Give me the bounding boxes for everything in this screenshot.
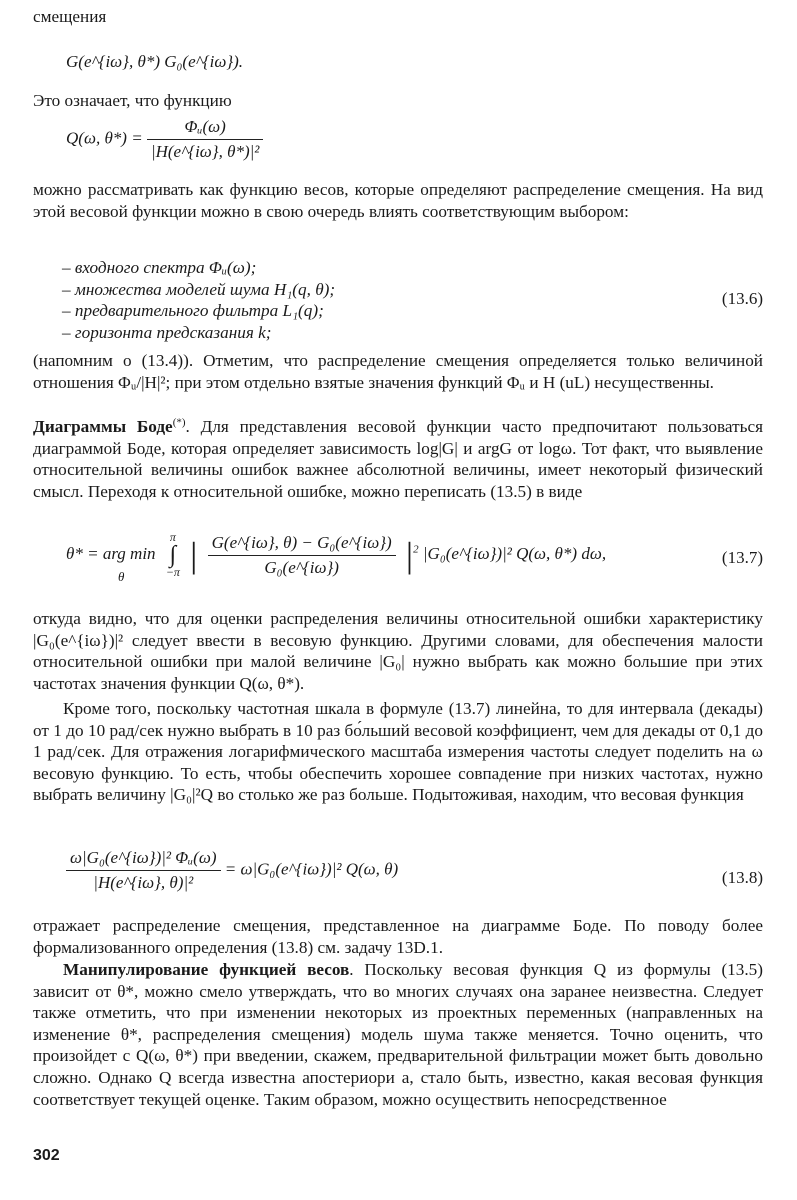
paragraph-bode <box>33 416 763 502</box>
equation-number-13-6: (13.6) <box>721 289 763 308</box>
eq-137-lhs: θ* = arg min <box>66 543 156 563</box>
paragraph-weights: можно рассматривать как функцию весов, которые определяют распределение смещения. На вид этой весовой функции можно в свою очередь влиять соответствующим выбором: <box>33 180 763 221</box>
eq-138-denominator: |H(e^{iω}, θ)|² <box>93 873 194 892</box>
eq-137-denominator: G₀(e^{iω}) <box>264 557 339 577</box>
eq-q-fraction <box>147 117 263 162</box>
page-number: 302 <box>33 1147 60 1164</box>
eq-137-numerator: G(e^{iω}, θ) − G₀(e^{iω}) <box>208 533 396 556</box>
heading-bode: Диаграммы Боде <box>33 417 173 436</box>
integral-sign: π ∫ −π <box>165 530 180 579</box>
argmin-subscript: θ <box>118 569 125 584</box>
eq-138-numerator: ω|G₀(e^{iω})|² Φᵤ(ω) <box>66 848 221 871</box>
eq-137-fraction <box>208 533 396 578</box>
eq-138-fraction <box>66 848 221 893</box>
list-item: – множества моделей шума H₁(q, θ); <box>62 279 336 299</box>
text-line-top: смещения <box>33 7 107 26</box>
paragraph-besides: Кроме того, поскольку частотная шкала в формуле (13.7) линейна, то для интервала (декады) от 1 до 10 рад/сек нужно выбрать в 10 раз бо́льший весовой коэффициент, чем для декады от 0,1 до 1 рад/сек. Для отражения логарифмического масштаба измерения частоты следует поделить на ω весовую функцию. То есть, чтобы обеспечить хорошее совпадение при низких частотах, нужно выбрать величину |G₀|²Q во столько же раз больше. Подытоживая, находим, что весовая функция <box>33 699 763 805</box>
integral-upper-limit: π <box>169 530 176 544</box>
list-item: – горизонта предсказания k; <box>62 322 272 342</box>
eq-q-denominator: |H(e^{iω}, θ*)|² <box>150 142 260 161</box>
equation-13-8 <box>66 848 398 893</box>
equation-top: G(e^{iω}, θ*) G₀(e^{iω}). <box>66 52 244 71</box>
equation-number-13-8: (13.8) <box>721 868 763 887</box>
list-item: – предварительного фильтра L₁(q); <box>62 301 324 321</box>
paragraph-reflects: отражает распределение смещения, представленное на диаграмме Боде. По поводу более формализованного определения (13.8) см. задачу 13D.1. <box>33 916 763 957</box>
list-item: – входного спектра Φᵤ(ω); <box>62 258 257 277</box>
paragraph-follows: откуда видно, что для оценки распределения величины относительной ошибки характеристику |G₀(e^{iω})|² следует ввести в весовую функцию. Другими словами, для обеспечения малости относительной ошибки при малой величине |G₀| нужно выбрать как можно большие при этих частотах значения функции Q(ω, θ*). <box>33 609 763 693</box>
choice-list <box>62 257 335 343</box>
paragraph-bode-text: . Для представления весовой функции часто предпочитают пользоваться диаграммой Боде, которая определяет зависимость log|G| и argG от logω. Тот факт, что выявление относительной величины ошибок важнее абсолютной величины, имеет некоторый физический смысл. Переходя к относительной ошибке, можно переписать (13.5) в виде <box>33 417 763 501</box>
equation-number-13-7: (13.7) <box>721 548 763 567</box>
equation-q-weight <box>66 117 263 162</box>
eq-q-lhs: Q(ω, θ*) = <box>66 128 143 148</box>
paragraph-manip <box>33 959 763 1110</box>
paragraph-means: Это означает, что функцию <box>33 91 232 110</box>
paragraph-recall: (напомним о (13.4)). Отметим, что распределение смещения определяется только величиной отношения Φᵤ/|H|²; при этом отдельно взятые значения функций Φᵤ и H (uL) несущественны. <box>33 351 763 392</box>
heading-manipulation: Манипулирование функцией весов <box>63 960 350 979</box>
eq-q-numerator: Φᵤ(ω) <box>147 117 263 140</box>
equation-13-7: θ* = arg min π ∫ −π | $\frac{\text{G(e\textasciicircum{}\{iω\}, θ) − G₀(e\textasciicircum{}\{iω\})}}{\text{G₀(e\textasciicircum{}\{iω\})}}$ $|^2$ |G₀(e^{iω})|² Q(ω, θ*) dω, θ <box>66 530 607 584</box>
eq-138-rhs: = ω|G₀(e^{iω})|² Q(ω, θ) <box>224 859 399 879</box>
eq-137-square: 2 <box>413 543 419 556</box>
integral-lower-limit: −π <box>165 565 180 579</box>
footnote-mark: (*) <box>172 416 186 429</box>
paragraph-manip-text: . Поскольку весовая функция Q из формулы (13.5) зависит от θ*, можно смело утверждать, что во многих случаях она заранее неизвестна. Следует также отметить, что при изменении некоторых из проектных переменных (направленных на изменение θ*, распределения смещения) модель шума также меняется. Точно оценить, что произойдет с Q(ω, θ*) при введении, скажем, предварительной фильтрации может быть довольно сложно. Однако Q всегда известна апостериори а, стало быть, известно, какая весовая функция соответствует текущей оценке. Таким образом, можно осуществить непосредственное <box>33 960 763 1109</box>
eq-137-tail: |G₀(e^{iω})|² Q(ω, θ*) dω, <box>422 543 607 563</box>
